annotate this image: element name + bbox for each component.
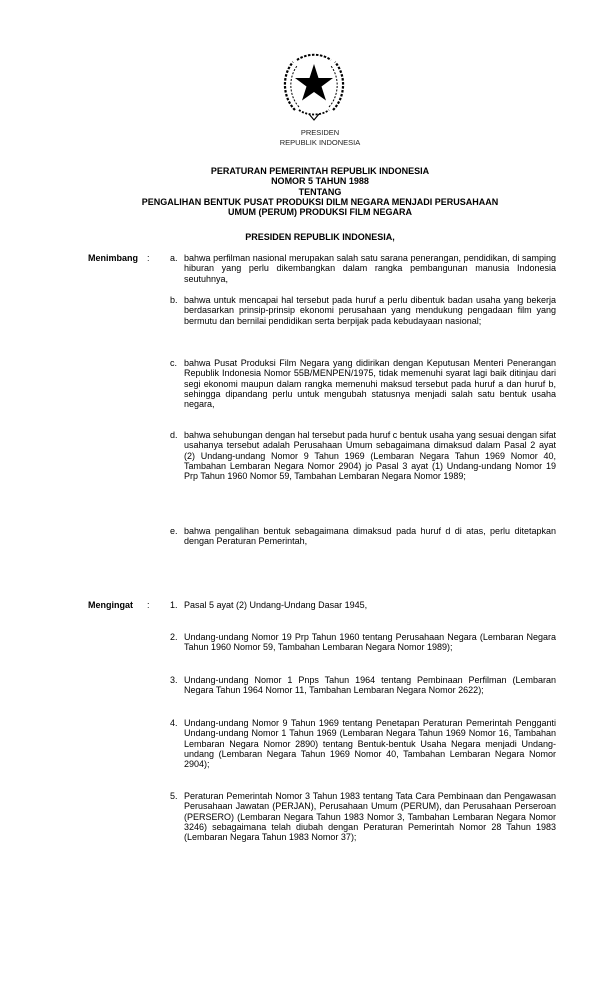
item-marker: a. [170, 253, 178, 263]
item-marker: b. [170, 295, 178, 305]
title-line: NOMOR 5 TAHUN 1988 [271, 176, 369, 187]
mengingat-item-5 [170, 791, 556, 842]
menimbang-item-d [170, 430, 556, 481]
menimbang-item-e [170, 526, 556, 547]
title-line: PENGALIHAN BENTUK PUSAT PRODUKSI DILM NEGARA MENJADI PERUSAHAAN [141, 196, 499, 207]
mengingat-item-3 [170, 675, 556, 696]
mengingat-item-1 [170, 600, 556, 610]
president-heading: PRESIDEN REPUBLIK INDONESIA, [245, 232, 395, 242]
title-line: UMUM (PERUM) PRODUKSI FILM NEGARA [228, 207, 412, 218]
presidential-emblem-icon [281, 50, 347, 122]
mengingat-item-4 [170, 718, 556, 769]
mengingat-label: Mengingat [88, 600, 133, 610]
item-marker: 1. [170, 600, 178, 610]
mengingat-item-2 [170, 632, 556, 653]
header-line-presiden: PRESIDEN [300, 128, 340, 137]
menimbang-colon: : [147, 253, 150, 263]
item-text: Undang-undang Nomor 1 Pnps Tahun 1964 tentang Pembinaan Perfilman (Lembaran Negara Tahun 1964 Nomor 11, Tambahan Lembaran Negara Nomor 2622); [184, 675, 556, 696]
menimbang-item-c [170, 358, 556, 409]
item-marker: e. [170, 526, 178, 536]
item-text: bahwa pengalihan bentuk sebagaimana dimaksud pada huruf d di atas, perlu ditetapkan dengan Peraturan Pemerintah, [184, 526, 556, 547]
item-text: Pasal 5 ayat (2) Undang-Undang Dasar 1945, [184, 600, 368, 610]
item-marker: 5. [170, 791, 178, 801]
document-title [60, 166, 580, 217]
item-text: bahwa sehubungan dengan hal tersebut pada huruf c bentuk usaha yang sesuai dengan sifat usahanya tersebut adalah Perusahaan Umum sebagaimana dimaksud dalam Pasal 2 ayat (2) Undang-undang Nomor 9 Tahun 1969 (Lembaran Negara Tahun 1969 Nomor 40, Tambahan Lembaran Negara Nomor 2904) jo Pasal 3 ayat (1) Undang-undang Nomor 19 Prp Tahun 1960 Nomor 59, Tambahan Lembaran Negara Nomor 1989; [184, 430, 556, 482]
item-marker: d. [170, 430, 178, 440]
menimbang-label: Menimbang [88, 253, 139, 263]
item-text: Undang-undang Nomor 19 Prp Tahun 1960 tentang Perusahaan Negara (Lembaran Negara Tahun 1960 Nomor 59, Tambahan Lembaran Negara Nomor 1989); [184, 632, 556, 653]
item-text: bahwa untuk mencapai hal tersebut pada huruf a perlu dibentuk badan usaha yang bekerja berdasarkan prinsip-prinsip ekonomi perusahaan yang mendukung pengadaan film yang bermutu dan bernilai pendidikan serta berpijak pada kebudayaan nasional; [184, 295, 556, 326]
item-marker: 3. [170, 675, 178, 685]
mengingat-colon: : [147, 600, 150, 610]
item-text: Peraturan Pemerintah Nomor 3 Tahun 1983 tentang Tata Cara Pembinaan dan Pengawasan Perusahaan Jawatan (PERJAN), Perusahaan Umum (PERUM), dan Perusahaan Perseroan (PERSERO) (Lembaran Negara Tahun 1983 Nomor 3, Tambahan Lembaran Negara Nomor 3246) sebagaimana telah diubah dengan Peraturan Pemerintah Nomor 28 Tahun 1983 (Lembaran Negara Tahun 1983 Nomor 37); [184, 791, 556, 843]
item-marker: 2. [170, 632, 178, 642]
header-line-republik: REPUBLIK INDONESIA [279, 138, 361, 147]
item-marker: c. [170, 358, 178, 368]
menimbang-item-b [170, 295, 556, 326]
title-line: TENTANG [298, 186, 342, 197]
item-text: Undang-undang Nomor 9 Tahun 1969 tentang Penetapan Peraturan Pemerintah Pengganti Undang-undang Nomor 1 Tahun 1969 (Lembaran Negara Tahun 1969 Nomor 16, Tambahan Lembaran Negara Nomor 2890) tentang Bentuk-bentuk Usaha Negara menjadi Undang-undang (Lembaran Negara Tahun 1969 Nomor 40, Tambahan Lembaran Negara Nomor 2904); [184, 718, 556, 770]
item-text: bahwa perfilman nasional merupakan salah satu sarana penerangan, pendidikan, di samping hiburan yang perlu dikembangkan dalam rangka pembangunan manusia Indonesia seutuhnya, [184, 253, 556, 284]
item-marker: 4. [170, 718, 178, 728]
item-text: bahwa Pusat Produksi Film Negara yang didirikan dengan Keputusan Menteri Penerangan Republik Indonesia Nomor 55B/MENPEN/1975, tidak memenuhi syarat lagi baik ditinjau dari segi ekonomi maupun dalam rangka memenuhi maksud tersebut pada huruf a dan huruf b, sehingga dipandang perlu untuk mengubah statusnya menjadi salah satu bentuk usaha negara, [184, 358, 556, 410]
title-line: PERATURAN PEMERINTAH REPUBLIK INDONESIA [210, 166, 430, 176]
menimbang-item-a [170, 253, 556, 284]
